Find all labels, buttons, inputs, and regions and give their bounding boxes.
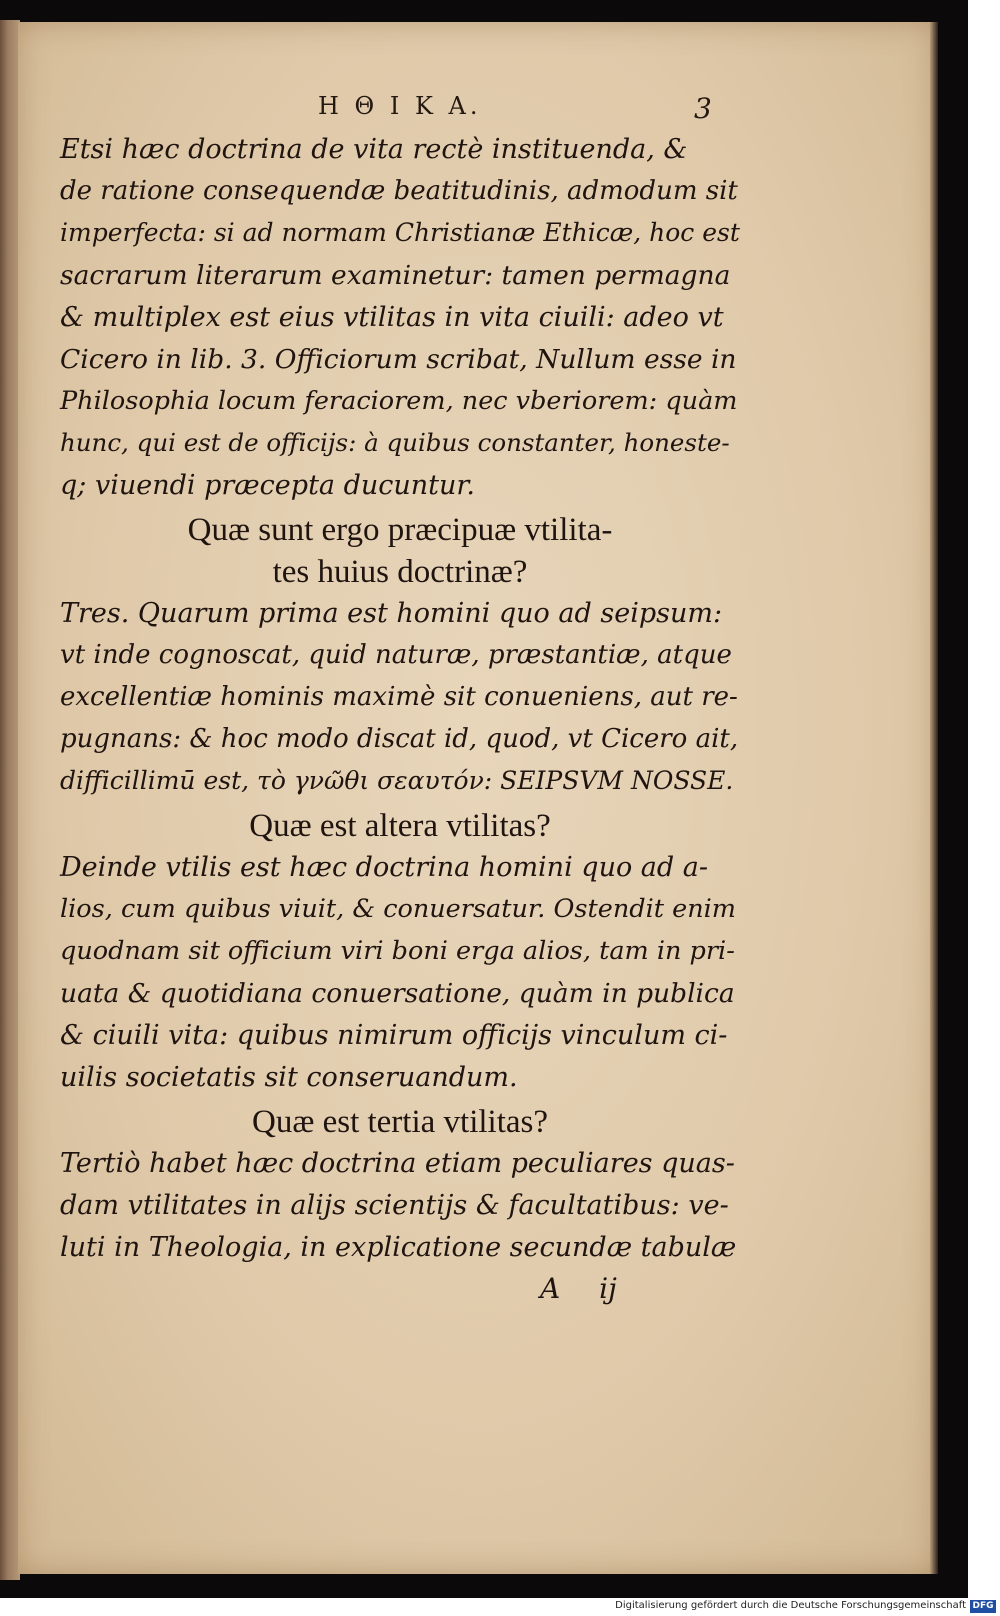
question-heading: tes huius doctrinæ? bbox=[272, 554, 528, 590]
signature-mark: A ij bbox=[540, 1272, 617, 1305]
text-line: Deinde vtilis est hæc doctrina homini quo ad a- bbox=[60, 852, 708, 883]
text-line: excellentiæ hominis maximè sit conueniens, aut re- bbox=[60, 682, 738, 712]
text-line: uata & quotidiana conuersatione, quàm in publica bbox=[60, 978, 735, 1009]
text-line: pugnans: & hoc modo discat id, quod, vt Cicero ait, bbox=[60, 724, 739, 754]
question-heading: Quæ est altera vtilitas? bbox=[249, 808, 551, 844]
text-line: Cicero in lib. 3. Officiorum scribat, Nullum esse in bbox=[60, 344, 737, 375]
text-line: de ratione consequendæ beatitudinis, admodum sit bbox=[60, 176, 738, 206]
question-heading: Quæ sunt ergo præcipuæ vtilita- bbox=[187, 512, 613, 548]
text-line: vt inde cognoscat, quid naturæ, præstantiæ, atque bbox=[60, 640, 732, 670]
footer-credit: Digitalisierung gefördert durch die Deutsche Forschungsgemeinschaft bbox=[615, 1600, 966, 1611]
book-page bbox=[18, 22, 936, 1574]
text-line: Tres. Quarum prima est homini quo ad seipsum: bbox=[60, 598, 723, 629]
text-line: & multiplex est eius vtilitas in vita ciuili: adeo vt bbox=[60, 302, 724, 333]
text-line: luti in Theologia, in explicatione secundæ tabulæ bbox=[60, 1232, 737, 1263]
text-line: Etsi hæc doctrina de vita rectè instituenda, & bbox=[60, 134, 688, 165]
page-number: 3 bbox=[694, 92, 712, 125]
text-line: Philosophia locum feraciorem, nec vberiorem: quàm bbox=[60, 386, 738, 416]
text-line: Tertiò habet hæc doctrina etiam peculiares quas- bbox=[60, 1148, 735, 1179]
running-head: Η Θ Ι Κ Α. bbox=[318, 92, 482, 120]
text-line: sacrarum literarum examinetur: tamen permagna bbox=[60, 260, 731, 291]
text-line: q; viuendi præcepta ducuntur. bbox=[60, 470, 475, 501]
dfg-logo: DFG bbox=[970, 1600, 996, 1613]
text-line: quodnam sit officium viri boni erga alios, tam in pri- bbox=[60, 936, 735, 966]
text-line: difficillimū est, τὸ γνῶθι σεαυτόν: SEIPSVM NOSSE. bbox=[60, 766, 734, 795]
text-line: imperfecta: si ad normam Christianæ Ethicæ, hoc est bbox=[60, 218, 740, 247]
text-line: & ciuili vita: quibus nimirum officijs vinculum ci- bbox=[60, 1020, 728, 1051]
page-edge bbox=[930, 22, 938, 1574]
text-line: hunc, qui est de officijs: à quibus constanter, honeste- bbox=[60, 428, 730, 457]
text-line: uilis societatis sit conseruandum. bbox=[60, 1062, 518, 1093]
question-heading: Quæ est tertia vtilitas? bbox=[251, 1104, 549, 1140]
text-line: lios, cum quibus viuit, & conuersatur. Ostendit enim bbox=[60, 894, 736, 924]
text-line: dam vtilitates in alijs scientijs & facultatibus: ve- bbox=[60, 1190, 729, 1221]
page-fringe bbox=[0, 20, 20, 1580]
